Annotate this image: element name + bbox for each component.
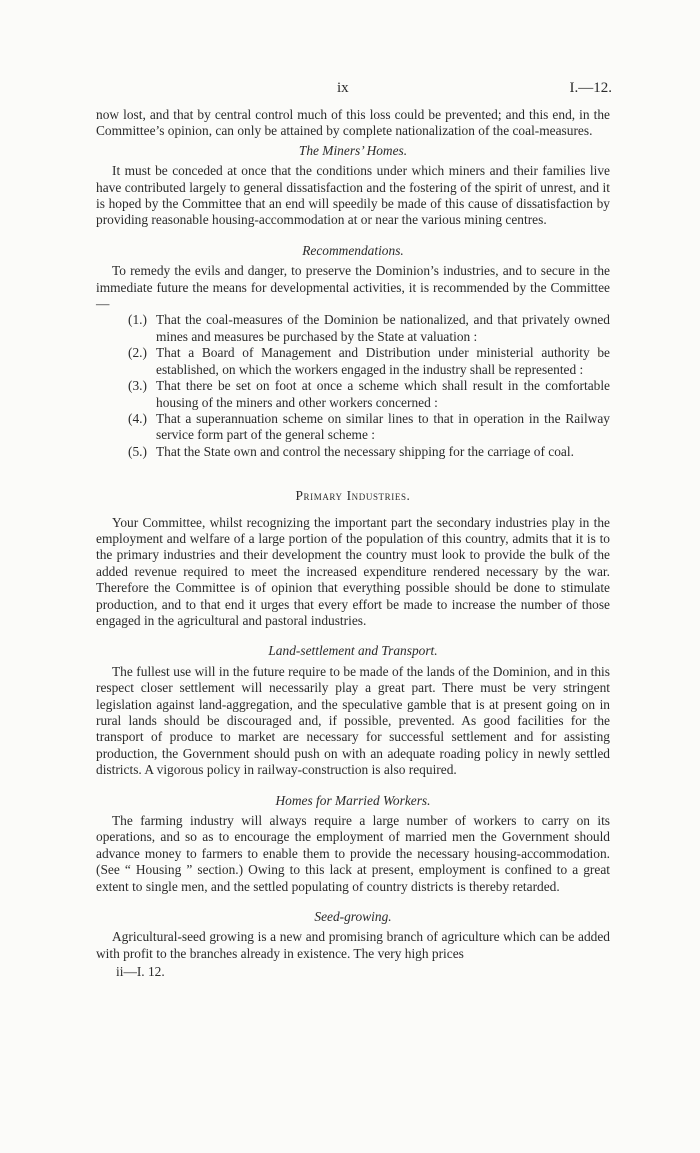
list-item: [128, 378, 610, 411]
page-header: [0, 80, 700, 100]
page-number: ix: [337, 80, 349, 96]
list-item: [128, 411, 610, 444]
list-item-number: (1.): [128, 312, 147, 328]
list-item-number: (4.): [128, 410, 147, 426]
document-body: [96, 107, 610, 981]
list-item-text: That the coal-measures of the Dominion be nationalized, and that privately owned mines and measures be purchased by the State at valuation :: [156, 312, 610, 344]
signature-mark: ii—I. 12.: [116, 964, 165, 980]
land-settlement-paragraph: The fullest use will in the future require to be made of the lands of the Dominion, and in this respect closer settlement will necessarily play a great part. There must be very stringent legislation against land-aggregation, and the speculative gamble that is at present going on in rural lands should be discouraged and, if possible, prevented. As good facilities for the transport of produce to market are necessary for successful settlement and for assisting production, the Government should push on with an adequate roading policy in newly settled districts. A vigorous policy in railway-construction is also required.: [96, 663, 610, 778]
list-item-text: That there be set on foot at once a scheme which shall result in the comfortable housing of the miners and other workers concerned :: [156, 378, 610, 410]
list-item-number: (2.): [128, 345, 147, 361]
list-item: [128, 312, 610, 345]
list-item-text: That a superannuation scheme on similar lines to that in operation in the Railway service form part of the general scheme :: [156, 410, 610, 443]
seed-growing-heading: Seed-growing.: [314, 909, 392, 925]
recommendations-intro: To remedy the evils and danger, to preserve the Dominion’s industries, and to secure in the immediate future the means for developmental activities, it is recommended by the Committee —: [96, 263, 610, 312]
list-item-text: That a Board of Management and Distribution under ministerial authority be established, on which the workers engaged in the industry shall be represented :: [156, 345, 610, 377]
land-settlement-heading: Land-settlement and Transport.: [268, 643, 438, 659]
primary-industries-paragraph: Your Committee, whilst recognizing the important part the secondary industries play in the employment and welfare of a large portion of the population of this country, admits that it is to the primary industries and their development the country must look to provide the bulk of the added revenue required to meet the increased expenditure rendered necessary by the war. Therefore the Committee is of opinion that everything possible should be done to stimulate production, and to that end it urges that every effort be made to increase the number of those engaged in the agricultural and pastoral industries.: [96, 514, 610, 628]
homes-married-workers-heading: Homes for Married Workers.: [275, 792, 431, 808]
intro-paragraph: now lost, and that by central control much of this loss could be prevented; and this end, in the Committee’s opinion, can only be attained by complete nationalization of the coal-measures.: [96, 107, 610, 139]
primary-industries-heading: Primary Industries.: [295, 488, 411, 504]
recommendations-heading: Recommendations.: [302, 242, 404, 258]
list-item: [128, 444, 610, 460]
list-item-text: That the State own and control the necessary shipping for the carriage of coal.: [156, 443, 574, 459]
seed-growing-paragraph: Agricultural-seed growing is a new and promising branch of agriculture which can be added with profit to the branches already in existence. The very high prices: [96, 929, 610, 961]
list-item-number: (3.): [128, 378, 147, 394]
homes-married-workers-paragraph: The farming industry will always require a large number of workers to carry on its operations, and so as to encourage the employment of married men the Government should advance money to farmers to enable them to provide the necessary housing-accommodation. (See “ Housing ” section.) Owing to this lack at present, employment is confined to a great extent to single men, and the settled populating of country districts is thereby retarded.: [96, 813, 610, 894]
list-item: [128, 345, 610, 378]
document-reference: I.—12.: [569, 80, 612, 96]
miners-homes-paragraph: It must be conceded at once that the conditions under which miners and their families live have contributed largely to general dissatisfaction and the fostering of the spirit of unrest, and it is hoped by the Committee that an end will speedily be made of this cause of dissatisfaction by providing reasonable housing-accommodation at or near the various mining centres.: [96, 163, 610, 228]
miners-homes-heading: The Miners’ Homes.: [298, 142, 408, 158]
recommendations-list: [96, 312, 610, 460]
list-item-number: (5.): [128, 443, 147, 459]
